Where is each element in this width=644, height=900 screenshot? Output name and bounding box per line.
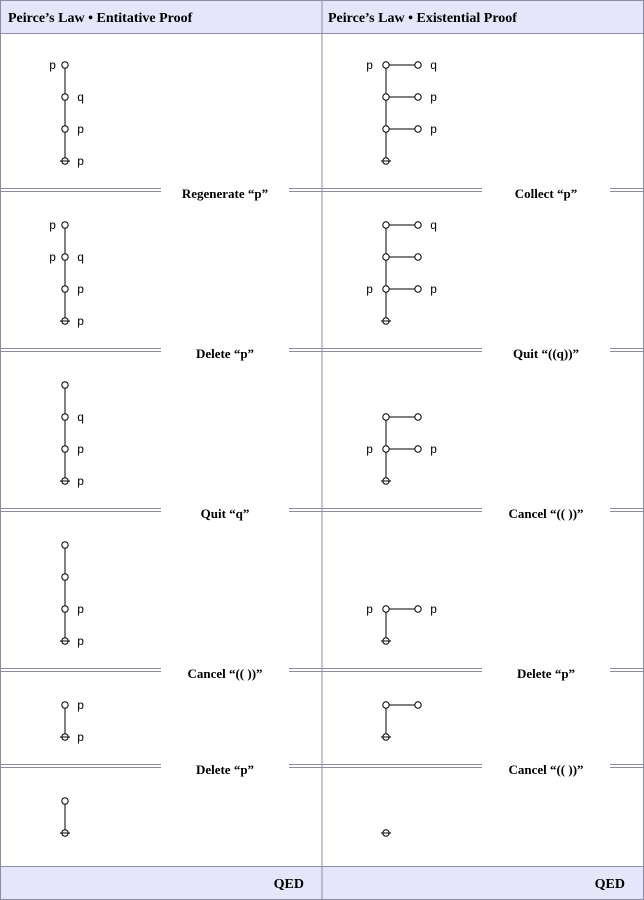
node-variable: p [430,91,438,105]
graph-node [383,702,389,708]
graph-node [62,382,68,388]
node-variable: p [77,603,85,617]
graph-node [383,222,389,228]
left-step-label: Quit “q” [200,506,250,521]
graph-node [415,222,421,228]
graph-node [62,606,68,612]
graph-node [62,798,68,804]
node-variable: p [366,59,374,73]
node-variable: p [77,123,85,137]
node-variable: p [49,251,57,265]
graph-node [415,702,421,708]
existential-graph [366,414,437,484]
existential-graph [381,830,391,836]
graph-node [62,286,68,292]
entitative-graph [49,219,84,329]
graph-node [62,414,68,420]
left-step-label: Cancel “(( ))” [187,666,263,681]
graph-node [415,414,421,420]
graph-node [62,446,68,452]
graph-node [415,606,421,612]
graph-node [383,286,389,292]
left-step-label: Delete “p” [195,346,255,361]
entitative-graph [60,542,84,649]
graph-node [62,62,68,68]
node-variable: q [430,219,438,233]
node-variable: p [77,443,85,457]
entitative-graph [60,798,70,836]
graph-panels [49,59,437,836]
node-variable: p [77,315,85,329]
node-variable: q [430,59,438,73]
node-variable: p [430,283,438,297]
node-variable: q [77,251,85,265]
graph-node [383,254,389,260]
left-qed: QED [273,877,304,892]
graph-node [62,222,68,228]
right-step-label: Cancel “(( ))” [508,506,584,521]
graph-node [62,94,68,100]
left-step-label: Regenerate “p” [181,186,269,201]
node-variable: p [430,603,438,617]
right-step-label: Quit “((q))” [512,346,580,361]
left-column-title: Peirce’s Law • Entitative Proof [8,11,193,26]
node-variable: p [430,123,438,137]
node-variable: p [366,443,374,457]
graph-node [62,702,68,708]
left-step-label: Delete “p” [195,762,255,777]
right-step-label: Collect “p” [514,186,578,201]
graph-node [383,606,389,612]
graph-node [62,542,68,548]
right-column-title: Peirce’s Law • Existential Proof [328,11,517,26]
node-variable: p [366,603,374,617]
graph-node [415,446,421,452]
node-variable: p [366,283,374,297]
right-step-label: Delete “p” [516,666,576,681]
node-variable: q [77,411,85,425]
graph-node [415,126,421,132]
node-variable: p [49,219,57,233]
node-variable: p [77,699,85,713]
node-variable: p [77,731,85,745]
graph-node [383,126,389,132]
entitative-graph [60,382,84,489]
graph-node [415,254,421,260]
graph-node [62,126,68,132]
graph-node [415,286,421,292]
entitative-graph [60,699,84,745]
graph-node [383,94,389,100]
node-variable: q [77,91,85,105]
right-step-label: Cancel “(( ))” [508,762,584,777]
node-variable: p [77,635,85,649]
node-variable: p [49,59,57,73]
graph-node [383,414,389,420]
existential-graph [366,59,437,164]
graph-node [383,446,389,452]
node-variable: p [77,155,85,169]
graph-node [415,62,421,68]
graph-node [415,94,421,100]
entitative-graph [49,59,84,169]
node-variable: p [77,283,85,297]
existential-graph [366,219,437,324]
graph-node [383,62,389,68]
graph-node [62,254,68,260]
node-variable: p [430,443,438,457]
existential-graph [381,702,421,740]
node-variable: p [77,475,85,489]
graph-node [62,574,68,580]
right-qed: QED [594,877,625,892]
existential-graph [366,603,437,644]
